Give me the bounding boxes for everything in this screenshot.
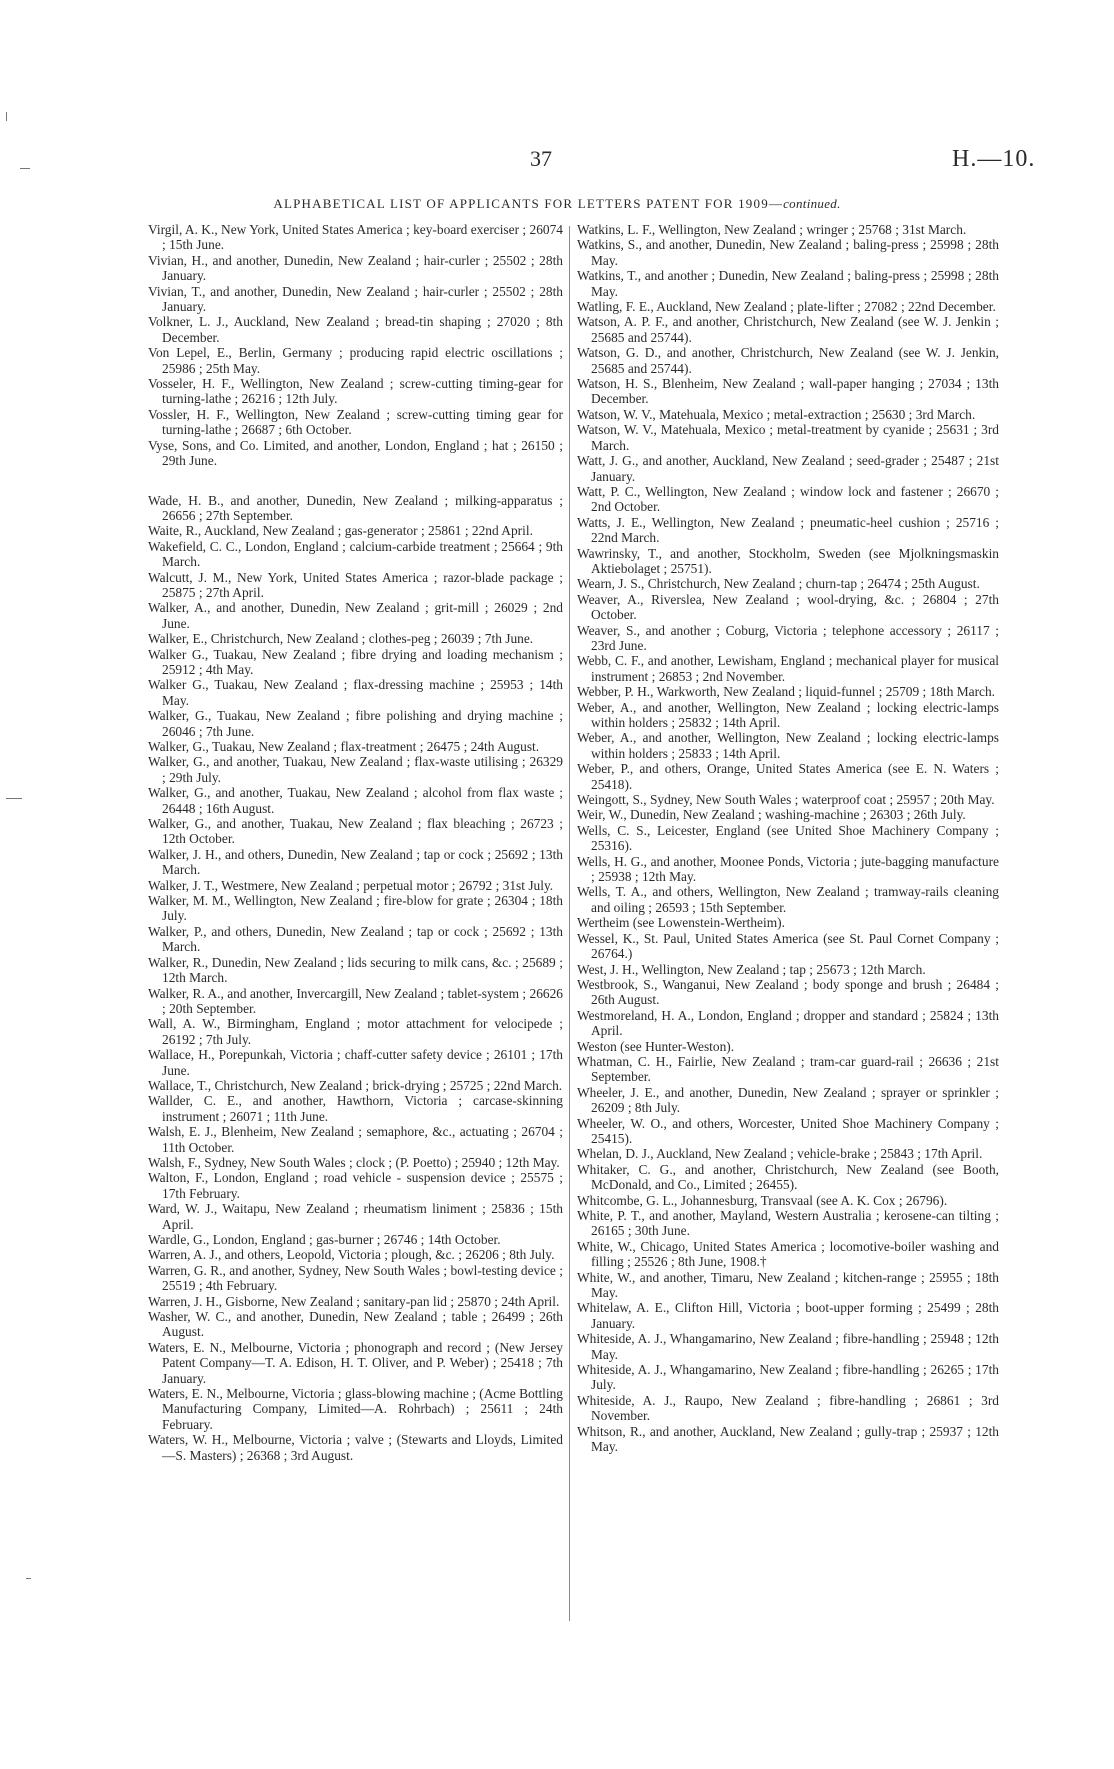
list-title-main: ALPHABETICAL LIST OF APPLICANTS FOR LETTERS PATENT FOR 1909—	[273, 196, 784, 211]
scan-mark	[6, 798, 22, 799]
applicant-entry: Walker, G., and another, Tuakau, New Zealand ; alcohol from flax waste ; 26448 ; 16th August.	[148, 785, 563, 816]
applicant-entry: Watson, A. P. F., and another, Christchurch, New Zealand (see W. J. Jenkin ; 25685 and 25744).	[577, 314, 999, 345]
applicant-entry: Watt, P. C., Wellington, New Zealand ; window lock and fastener ; 26670 ; 2nd October.	[577, 483, 999, 515]
applicant-entry: Weber, A., and another, Wellington, New Zealand ; locking electric-lamps within holders ; 25832 ; 14th April.	[577, 699, 999, 730]
applicant-entry: Watkins, T., and another ; Dunedin, New Zealand ; baling-press ; 25998 ; 28th May.	[577, 268, 999, 299]
applicant-entry: Walker, R., Dunedin, New Zealand ; lids securing to milk cans, &c. ; 25689 ; 12th March.	[148, 954, 563, 986]
list-title	[0, 196, 1114, 212]
right-column	[577, 222, 999, 1455]
entry-group-w	[148, 493, 563, 1464]
applicant-entry: Walker, M. M., Wellington, New Zealand ; fire-blow for grate ; 26304 ; 18th July.	[148, 893, 563, 924]
applicant-entry: Weston (see Hunter-Weston).	[577, 1038, 735, 1054]
applicant-entry: Walker, G., Tuakau, New Zealand ; fibre polishing and drying machine ; 26046 ; 7th June.	[148, 708, 563, 739]
applicant-entry: Wheeler, J. E., and another, Dunedin, New Zealand ; sprayer or sprinkler ; 26209 ; 8th July.	[577, 1084, 999, 1116]
applicant-entry: Ward, W. J., Waitapu, New Zealand ; rheumatism liniment ; 25836 ; 15th April.	[148, 1201, 563, 1232]
applicant-entry: Volkner, L. J., Auckland, New Zealand ; bread-tin shaping ; 27020 ; 8th December.	[148, 314, 563, 345]
applicant-entry: Walker, J. T., Westmere, New Zealand ; perpetual motor ; 26792 ; 31st July.	[148, 877, 554, 893]
applicant-entry: Virgil, A. K., New York, United States America ; key-board exerciser ; 26074 ; 15th June.	[148, 222, 563, 253]
applicant-entry: Watling, F. E., Auckland, New Zealand ; plate-lifter ; 27082 ; 22nd December.	[577, 299, 996, 315]
applicant-entry: Webber, P. H., Warkworth, New Zealand ; liquid-funnel ; 25709 ; 18th March.	[577, 684, 996, 700]
applicant-entry: Von Lepel, E., Berlin, Germany ; producing rapid electric oscillations ; 25986 ; 25th May.	[148, 345, 563, 376]
applicant-entry: Waite, R., Auckland, New Zealand ; gas-generator ; 25861 ; 22nd April.	[148, 523, 533, 539]
applicant-entry: Wells, H. G., and another, Moonee Ponds, Victoria ; jute-bagging manufacture ; 25938 ; 12th May.	[577, 853, 999, 885]
applicant-entry: Weber, A., and another, Wellington, New Zealand ; locking electric-lamps within holders ; 25833 ; 14th April.	[577, 730, 999, 761]
applicant-entry: Wells, T. A., and others, Wellington, New Zealand ; tramway-rails cleaning and oiling ; 26593 ; 15th September.	[577, 884, 999, 915]
applicant-entry: Wheeler, W. O., and others, Worcester, United Shoe Machinery Company ; 25415).	[577, 1115, 999, 1146]
applicant-entry: Wade, H. B., and another, Dunedin, New Zealand ; milking-apparatus ; 26656 ; 27th September.	[148, 492, 563, 523]
applicant-entry: Waters, W. H., Melbourne, Victoria ; valve ; (Stewarts and Lloyds, Limited—S. Masters) ; 26368 ; 3rd August.	[148, 1432, 563, 1463]
applicant-entry: Walsh, E. J., Blenheim, New Zealand ; semaphore, &c., actuating ; 26704 ; 11th October.	[148, 1124, 563, 1155]
scan-mark	[26, 1578, 31, 1579]
applicant-entry: Weaver, S., and another ; Coburg, Victoria ; telephone accessory ; 26117 ; 23rd June.	[577, 622, 999, 653]
applicant-entry: White, W., and another, Timaru, New Zealand ; kitchen-range ; 25955 ; 18th May.	[577, 1269, 999, 1301]
applicant-entry: Wertheim (see Lowenstein-Wertheim).	[577, 915, 785, 931]
applicant-entry: Walton, F., London, England ; road vehicle - suspension device ; 25575 ; 17th February.	[148, 1170, 563, 1201]
applicant-entry: Weir, W., Dunedin, New Zealand ; washing-machine ; 26303 ; 26th July.	[577, 807, 966, 823]
scan-mark	[20, 168, 30, 169]
applicant-entry: Whitson, R., and another, Auckland, New Zealand ; gully-trap ; 25937 ; 12th May.	[577, 1423, 999, 1455]
applicant-entry: Waters, E. N., Melbourne, Victoria ; glass-blowing machine ; (Acme Bottling Manufacturing Company, Limited—A. Rohrbach) ; 25611 ; 24th February.	[148, 1386, 563, 1432]
applicant-entry: Watson, W. V., Matehuala, Mexico ; metal-extraction ; 25630 ; 3rd March.	[577, 406, 976, 422]
applicant-entry: Whiteside, A. J., Whangamarino, New Zealand ; fibre-handling ; 26265 ; 17th July.	[577, 1362, 999, 1393]
section-gap	[148, 469, 563, 493]
applicant-entry: Weber, P., and others, Orange, United States America (see E. N. Waters ; 25418).	[577, 761, 999, 792]
applicant-entry: Webb, C. F., and another, Lewisham, England ; mechanical player for musical instrument ; 26853 ; 2nd November.	[577, 653, 999, 684]
applicant-entry: Wawrinsky, T., and another, Stockholm, Sweden (see Mjolkningsmaskin Aktiebolaget ; 25751).	[577, 545, 999, 576]
applicant-entry: Walker, J. H., and others, Dunedin, New Zealand ; tap or cock ; 25692 ; 13th March.	[148, 846, 563, 878]
applicant-entry: Wallder, C. E., and another, Hawthorn, Victoria ; carcase-skinning instrument ; 26071 ; 11th June.	[148, 1093, 563, 1124]
applicant-entry: Washer, W. C., and another, Dunedin, New Zealand ; table ; 26499 ; 26th August.	[148, 1309, 563, 1340]
applicant-entry: Wallace, H., Porepunkah, Victoria ; chaff-cutter safety device ; 26101 ; 17th June.	[148, 1047, 563, 1078]
applicant-entry: Warren, G. R., and another, Sydney, New South Wales ; bowl-testing device ; 25519 ; 4th February.	[148, 1262, 563, 1294]
entry-group-v	[148, 222, 563, 469]
applicant-entry: White, P. T., and another, Mayland, Western Australia ; kerosene-can tilting ; 26165 ; 30th June.	[577, 1208, 999, 1239]
applicant-entry: Whiteside, A. J., Raupo, New Zealand ; fibre-handling ; 26861 ; 3rd November.	[577, 1392, 999, 1424]
applicant-entry: Watson, G. D., and another, Christchurch, New Zealand (see W. J. Jenkin, 25685 and 25744).	[577, 345, 999, 376]
applicant-entry: Whatman, C. H., Fairlie, New Zealand ; tram-car guard-rail ; 26636 ; 21st September.	[577, 1053, 999, 1085]
applicant-entry: Waters, E. N., Melbourne, Victoria ; phonograph and record ; (New Jersey Patent Company—T. A. Edison, H. T. Oliver, and P. Weber) ; 25418 ; 7th January.	[148, 1339, 563, 1386]
applicant-entry: Walker, E., Christchurch, New Zealand ; clothes-peg ; 26039 ; 7th June.	[148, 631, 534, 647]
applicant-entry: Whelan, D. J., Auckland, New Zealand ; vehicle-brake ; 25843 ; 17th April.	[577, 1146, 983, 1162]
applicant-entry: Watkins, L. F., Wellington, New Zealand ; wringer ; 25768 ; 31st March.	[577, 222, 967, 237]
applicant-entry: Westbrook, S., Wanganui, New Zealand ; body sponge and brush ; 26484 ; 26th August.	[577, 976, 999, 1008]
applicant-entry: Watson, H. S., Blenheim, New Zealand ; wall-paper hanging ; 27034 ; 13th December.	[577, 376, 999, 407]
applicant-entry: Weingott, S., Sydney, New South Wales ; waterproof coat ; 25957 ; 20th May.	[577, 792, 995, 808]
applicant-entry: Vosseler, H. F., Wellington, New Zealand ; screw-cutting timing-gear for turning-lathe ; 26216 ; 12th July.	[148, 376, 563, 407]
applicant-entry: Whitaker, C. G., and another, Christchurch, New Zealand (see Booth, McDonald, and Co., Limited ; 26455).	[577, 1161, 999, 1193]
scan-mark	[6, 112, 7, 121]
applicant-entry: Walker G., Tuakau, New Zealand ; fibre drying and loading mechanism ; 25912 ; 4th May.	[148, 646, 563, 677]
applicant-entry: Warren, J. H., Gisborne, New Zealand ; sanitary-pan lid ; 25870 ; 24th April.	[148, 1293, 560, 1309]
applicant-entry: Whiteside, A. J., Whangamarino, New Zealand ; fibre-handling ; 25948 ; 12th May.	[577, 1331, 999, 1362]
list-title-suffix: continued.	[783, 196, 841, 211]
applicant-entry: Vivian, H., and another, Dunedin, New Zealand ; hair-curler ; 25502 ; 28th January.	[148, 252, 563, 284]
applicant-entry: Wakefield, C. C., London, England ; calcium-carbide treatment ; 25664 ; 9th March.	[148, 538, 563, 570]
applicant-entry: Weaver, A., Riverslea, New Zealand ; wool-drying, &c. ; 26804 ; 27th October.	[577, 591, 999, 623]
left-column	[148, 222, 563, 1463]
applicant-entry: Walker, G., and another, Tuakau, New Zealand ; flax bleaching ; 26723 ; 12th October.	[148, 816, 563, 847]
applicant-entry: Wall, A. W., Birmingham, England ; motor attachment for velocipede ; 26192 ; 7th July.	[148, 1016, 563, 1047]
applicant-entry: Wearn, J. S., Christchurch, New Zealand ; churn-tap ; 26474 ; 25th August.	[577, 576, 980, 592]
applicant-entry: Watt, J. G., and another, Auckland, New Zealand ; seed-grader ; 25487 ; 21st January.	[577, 453, 999, 484]
applicant-entry: Wessel, K., St. Paul, United States America (see St. Paul Cornet Company ; 26764.)	[577, 930, 999, 962]
applicant-entry: Walker, R. A., and another, Invercargill, New Zealand ; tablet-system ; 26626 ; 20th September.	[148, 985, 563, 1016]
applicant-entry: Wardle, G., London, England ; gas-burner ; 26746 ; 14th October.	[148, 1232, 501, 1247]
applicant-entry: Westmoreland, H. A., London, England ; dropper and standard ; 25824 ; 13th April.	[577, 1007, 999, 1039]
applicant-entry: Walker, P., and others, Dunedin, New Zealand ; tap or cock ; 25692 ; 13th March.	[148, 923, 563, 955]
applicant-entry: Vivian, T., and another, Dunedin, New Zealand ; hair-curler ; 25502 ; 28th January.	[148, 283, 563, 315]
applicant-entry: Warren, A. J., and others, Leopold, Victoria ; plough, &c. ; 26206 ; 8th July.	[148, 1247, 555, 1263]
applicant-entry: Watson, W. V., Matehuala, Mexico ; metal-treatment by cyanide ; 25631 ; 3rd March.	[577, 422, 999, 453]
applicant-entry: Vyse, Sons, and Co. Limited, and another, London, England ; hat ; 26150 ; 29th June.	[148, 437, 563, 469]
applicant-entry: Whitcombe, G. L., Johannesburg, Transvaal (see A. K. Cox ; 26796).	[577, 1192, 948, 1208]
applicant-entry: Walsh, F., Sydney, New South Wales ; clock ; (P. Poetto) ; 25940 ; 12th May.	[148, 1154, 560, 1170]
applicant-entry: Walker G., Tuakau, New Zealand ; flax-dressing machine ; 25953 ; 14th May.	[148, 677, 563, 708]
applicant-entry: West, J. H., Wellington, New Zealand ; tap ; 25673 ; 12th March.	[577, 961, 926, 977]
applicant-entry: Watkins, S., and another, Dunedin, New Zealand ; baling-press ; 25998 ; 28th May.	[577, 237, 999, 268]
applicant-entry: Wallace, T., Christchurch, New Zealand ; brick-drying ; 25725 ; 22nd March.	[148, 1077, 563, 1093]
applicant-entry: White, W., Chicago, United States America ; locomotive-boiler washing and filling ; 25526 ; 8th June, 1908.†	[577, 1238, 999, 1270]
applicant-entry: Walcutt, J. M., New York, United States America ; razor-blade package ; 25875 ; 27th April.	[148, 569, 563, 600]
applicant-entry: Watts, J. E., Wellington, New Zealand ; pneumatic-heel cushion ; 25716 ; 22nd March.	[577, 514, 999, 546]
entry-group-right	[577, 222, 999, 1455]
applicant-entry: Whitelaw, A. E., Clifton Hill, Victoria ; boot-upper forming ; 25499 ; 28th January.	[577, 1300, 999, 1331]
applicant-entry: Walker, G., Tuakau, New Zealand ; flax-treatment ; 26475 ; 24th August.	[148, 739, 540, 754]
page-number: 37	[530, 146, 552, 171]
applicant-entry: Vossler, H. F., Wellington, New Zealand ; screw-cutting timing gear for turning-lathe ; 26687 ; 6th October.	[148, 406, 563, 438]
document-reference: H.—10.	[952, 146, 1036, 172]
applicant-entry: Wells, C. S., Leicester, England (see United Shoe Machinery Company ; 25316).	[577, 822, 999, 854]
column-divider	[569, 226, 570, 1621]
applicant-entry: Walker, G., and another, Tuakau, New Zealand ; flax-waste utilising ; 26329 ; 29th July.	[148, 754, 563, 785]
applicant-entry: Walker, A., and another, Dunedin, New Zealand ; grit-mill ; 26029 ; 2nd June.	[148, 600, 563, 631]
